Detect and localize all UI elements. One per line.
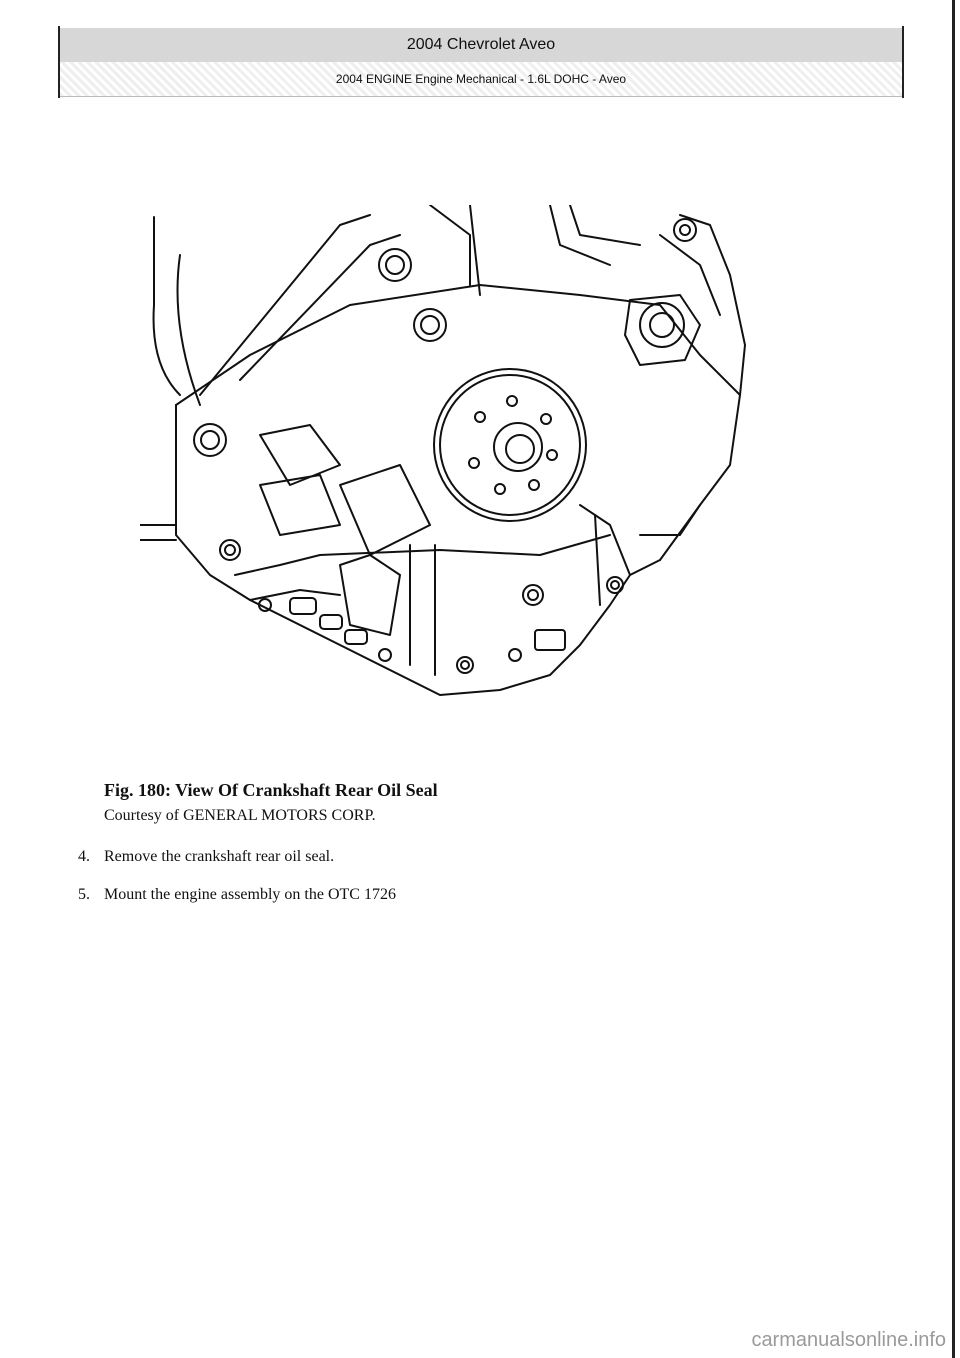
document-title: 2004 Chevrolet Aveo bbox=[60, 28, 902, 62]
procedure-steps bbox=[78, 847, 396, 923]
page-edge bbox=[952, 0, 955, 1358]
figure-caption: Fig. 180: View Of Crankshaft Rear Oil Seal bbox=[104, 780, 438, 800]
figure-credit: Courtesy of GENERAL MOTORS CORP. bbox=[104, 807, 376, 824]
watermark: carmanualsonline.info bbox=[751, 1329, 946, 1351]
engine-illustration bbox=[140, 205, 760, 705]
step-number: 5. bbox=[78, 886, 90, 903]
document-subtitle: 2004 ENGINE Engine Mechanical - 1.6L DOHC - Aveo bbox=[60, 62, 902, 97]
page-border-right bbox=[902, 26, 904, 98]
step-text: Mount the engine assembly on the OTC 1726 bbox=[104, 886, 396, 903]
step-number: 4. bbox=[78, 848, 90, 865]
list-item bbox=[78, 847, 396, 867]
step-text: Remove the crankshaft rear oil seal. bbox=[104, 848, 335, 865]
list-item bbox=[78, 885, 396, 905]
